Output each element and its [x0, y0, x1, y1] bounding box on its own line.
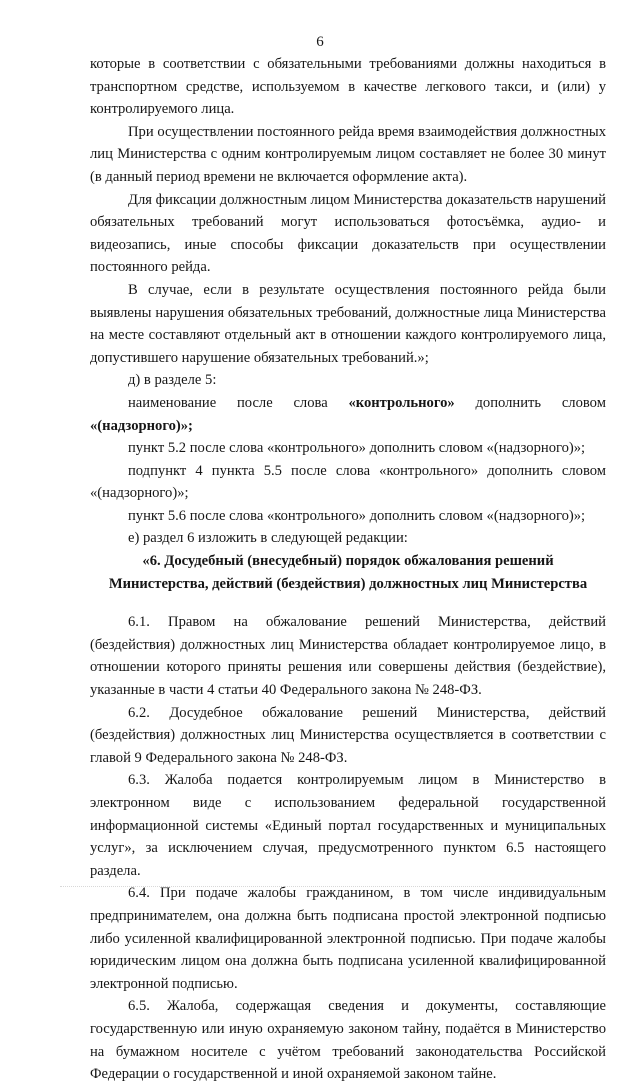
clause-6-5: 6.5. Жалоба, содержащая сведения и документы, составляющие государственную или иную охраняемую законом тайну, подаётся в Министерство на бумажном носителе с учётом требований законодательства Российской Федерации о государственной и иной охраняемой законом тайне. — [90, 998, 606, 1083]
amendment-section-5-title-cont — [90, 415, 606, 438]
clause-6-4: 6.4. При подаче жалобы гражданином, в том числе индивидуальным предпринимателем, она должна быть подписана простой электронной подписью либо усиленной квалифицированной электронной подписью. При подаче жалобы юридическим лицом она должна быть подписана усиленной квалифицированной электронной подписью. — [90, 885, 606, 992]
amendment-item-5-2: пункт 5.2 после слова «контрольного» дополнить словом «(надзорного)»; — [128, 440, 586, 457]
scan-artifact-line — [60, 886, 580, 888]
paragraph-evidence-recording: Для фиксации должностным лицом Министерства доказательств нарушений обязательных требований могут использоваться фотосъёмка, аудио- и видеозапись, иные способы фиксации доказательств при осуществлении постоянного рейда. — [90, 191, 606, 276]
word: дополнить — [475, 394, 542, 411]
page-number: 6 — [316, 34, 324, 50]
amendment-item-5-6: пункт 5.6 после слова «контрольного» дополнить словом «(надзорного)»; — [128, 507, 586, 524]
word: наименование — [128, 394, 217, 411]
clause-6-3: 6.3. Жалоба подается контролируемым лицом в Министерство в электронном виде с использованием федеральной государственной информационной системы «Единый портал государственных и муниципальных услуг», за исключением случая, предусмотренного пунктом 6.5 настоящего раздела. — [90, 772, 606, 879]
clause-6-2: 6.2. Досудебное обжалование решений Министерства, действий (бездействия) должностных лиц Министерства осуществляется в соответствии с главой 9 Федерального закона № 248-ФЗ. — [90, 704, 606, 766]
amendment-d-section-5: д) в разделе 5: — [128, 372, 217, 389]
amendment-section-5-title-line — [90, 392, 606, 415]
paragraph-violations-act: В случае, если в результате осуществления постоянного рейда были выявлены нарушения обязательных требований, должностные лица Министерства на месте составляют отдельный акт в отношении каждого контролируемого лица, допустившего нарушение обязательных требований.»; — [90, 281, 606, 366]
paragraph-raid-duration: При осуществлении постоянного рейда время взаимодействия должностных лиц Министерства с одним контролируемым лицом составляет не более 30 минут (в данный период времени не включается оформление акта). — [90, 123, 606, 185]
clause-6-1: 6.1. Правом на обжалование решений Министерства, действий (бездействия) должностных лиц Министерства обладает контролируемое лицо, в отношении которого приняты решения или совершены действия (бездействие), указанные в части 4 статьи 40 Федерального закона № 248-ФЗ. — [90, 614, 606, 699]
section-6-heading-line1: «6. Досудебный (внесудебный) порядок обжалования решений — [142, 553, 554, 570]
bold-text: «(надзорного)»; — [90, 417, 193, 434]
word: после — [236, 394, 273, 411]
amendment-item-5-5: подпункт 4 пункта 5.5 после слова «контрольного» дополнить словом «(надзорного)»; — [90, 462, 606, 502]
word-bold: «контрольного» — [348, 394, 455, 411]
amendment-e-section-6: е) раздел 6 изложить в следующей редакции: — [128, 530, 408, 547]
paragraph-continuation: которые в соответствии с обязательными требованиями должны находиться в транспортном средстве, используемом в качестве легкового такси, и (или) у контролируемого лица. — [90, 56, 606, 118]
word: слова — [293, 394, 328, 411]
document-body — [90, 53, 606, 1086]
word: словом — [561, 394, 606, 411]
section-6-heading-line2: Министерства, действий (бездействия) должностных лиц Министерства — [108, 575, 588, 592]
